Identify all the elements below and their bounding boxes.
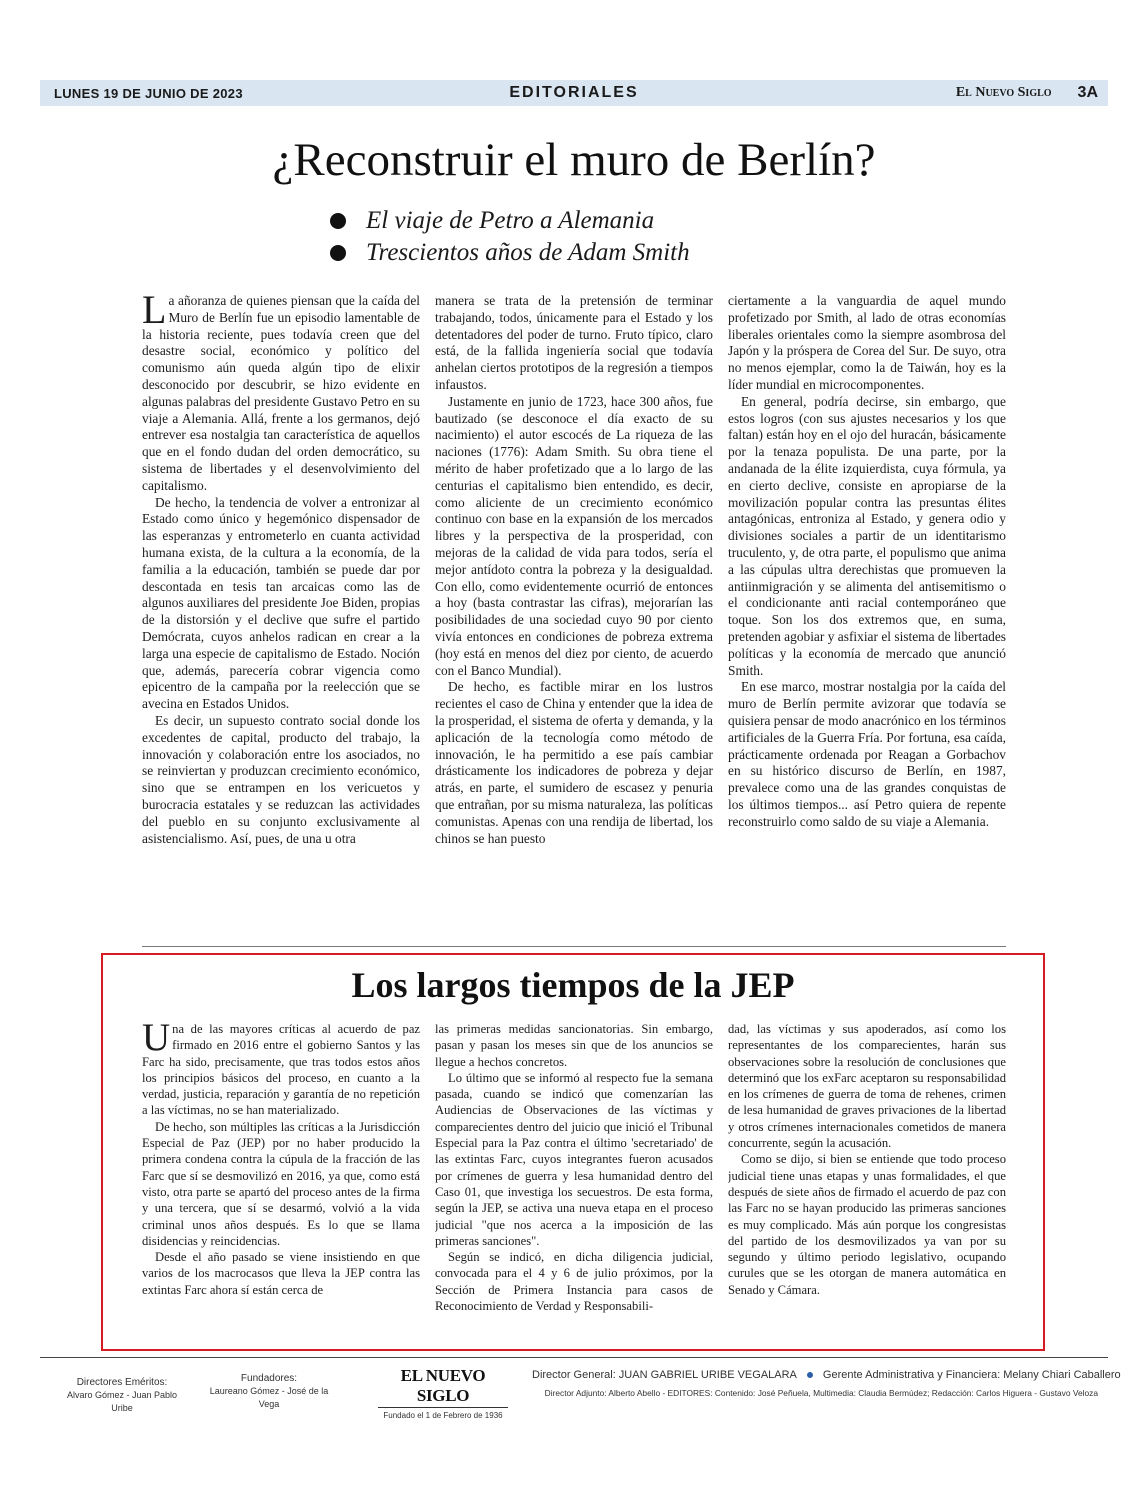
paragraph: las primeras medidas sancionatorias. Sin embargo, pasan y pasan los meses sin que de los anuncios se llegue a hechos concretos. [435,1022,713,1069]
newspaper-logo: EL NUEVO SIGLO [378,1366,508,1408]
manager: Gerente Administrativa y Financiera: Melany Chiari Caballero [822,1369,1121,1381]
paragraph: La añoranza de quienes piensan que la caída del Muro de Berlín fue un episodio lamentable de la historia reciente, pues todavía creen que del desastre social, económico y político del comunismo aún queda algún tipo de elixir desconocido por descubrir, se hizo evidente en algunas palabras del presidente Gustavo Petro en su viaje a Alemania. Allá, frente a los germanos, dejó entrever esa nostalgia tan característica de aquellos que en el fondo dudan del orden democrático, su sistema de libertades y el desenvolvimiento del capitalismo. [142,293,420,493]
paragraph: En general, podría decirse, sin embargo, que estos logros (con sus ajustes necesarios y los que faltan) están hoy en el ojo del huracán, básicamente por la tenaza populista. De una parte, por la andanada de la élite izquierdista, cuya fórmula, ya en cierto declive, consiste en apropiarse de la movilización popular contra las presuntas élites antagónicas, entroniza al Estado, y genera odio y divisiones sociales a partir de un identitarismo truculento, y, de otra parte, el populismo que anima a las cúpulas ultra derechistas que promueven la antiinmigración y se alimenta del antisemitismo o el condicionante anti racial contemporáneo que toque. Son los dos extremos que, en suma, pretenden agobiar y asfixiar el sistema de libertades políticas y la economía de mercado que anunció Smith. [728,393,1006,678]
dropcap: L [142,293,167,332]
founded-date: Fundado el 1 de Febrero de 1936 [383,1411,503,1420]
editorial-1-title: ¿Reconstruir el muro de Berlín? [272,134,876,186]
bullet-icon [330,245,346,261]
paragraph: Como se dijo, si bien se entiende que todo proceso judicial tiene unas etapas y unas formalidades, el que después de siete años de firmado el acuerdo de paz con las Farc no se hayan producido las primeras sanciones es muy complicado. Más aún porque los congresistas del partido de los desmovilizados ya van por su segundo y último periodo legislativo, ocupando curules que se les otorgan de manera automática en Senado y Cámara. [728,1152,1006,1297]
subhead-text: Trescientos años de Adam Smith [366,239,690,266]
paragraph: Una de las mayores críticas al acuerdo de paz firmado en 2016 entre el gobierno Santos y las Farc ha sido, precisamente, que tras todos estos años los principios básicos del proceso, en cuanto a la verdad, justicia, reparación y garantía de no repetición a las víctimas, no se han materializado. [142,1021,420,1118]
issue-date: LUNES 19 DE JUNIO DE 2023 [54,85,243,101]
subhead-item [330,237,930,269]
editorial-1-subheads [330,205,930,269]
section-title: EDITORIALES [509,84,639,101]
footer-logo [378,1366,508,1420]
founders: Fundadores: Laureano Gómez - José de la Vega [209,1373,329,1409]
paragraph: En ese marco, mostrar nostalgia por la caída del muro de Berlín permite avizorar que todavía se quisiera pensar de modo anacrónico en los términos artificiales de la Guerra Fría. Por fortuna, esa caída, prácticamente ordenada por Reagan a Gorbachov en su histórico discurso de Berlín, en 1987, prevalece como una de las grandes conquistas de los últimos tiempos... así Petro quiera de repente reconstruirlo como saldo de su viaje a Alemania. [728,679,1006,829]
subhead-text: El viaje de Petro a Alemania [366,207,655,234]
section-divider [142,946,1006,947]
column-1 [142,1021,420,1326]
header-right [956,84,1098,102]
masthead-footer [40,1364,1121,1420]
header-band [40,80,1108,106]
separator-dot-icon [807,1372,813,1378]
newspaper-brand: El Nuevo Siglo [955,85,1052,100]
staff-credits [532,1368,1121,1400]
paragraph: Desde el año pasado se viene insistiendo en que varios de los macrocasos que lleva la JEP contra las extintas Farc ahora sí están cerca de [142,1250,420,1297]
emeritus-directors: Directores Eméritos: Alvaro Gómez - Juan Pablo Uribe [66,1377,178,1413]
paragraph: Justamente en junio de 1723, hace 300 años, fue bautizado (se desconoce el día exacto de su nacimiento) el autor escocés de La riqueza de las naciones (1776): Adam Smith. Su obra tiene el mérito de haber profetizado que a lo largo de las centurias el capitalismo bien entendido, es decir, como aliciente de un crecimiento económico continuo con base en la expansión de los mercados libres y la perspectiva de la prosperidad, con mejoras de la calidad de vida para todos, sería el mejor antídoto contra la pobreza y la desigualdad. Con ello, como evidentemente ocurrió de entonces a hoy (basta contrastar las cifras), mejorarían las posibilidades de una sociedad cuyo 90 por ciento vivía entonces en condiciones de pobreza extrema (hoy está en menos del diez por ciento, de acuerdo con el Banco Mundial). [435,393,713,678]
column-3 [728,293,1006,923]
paragraph: Es decir, un supuesto contrato social donde los excedentes de capital, producto del trabajo, la innovación y colaboración entre los asociados, no se reinviertan y produzcan crecimiento económico, sino que se entrampen en los vericuetos y burocracia estatales y se reduzcan las actividades del pueblo en su conjunto exclusivamente al asistencialismo. Así, pues, de una u otra [142,712,420,846]
subhead-item [330,205,930,237]
paragraph: De hecho, es factible mirar en los lustros recientes el caso de China y entender que la idea de la prosperidad, el sistema de oferta y demanda, y la aplicación de la tecnología como método de innovación, le ha permitido a ese país cambiar drásticamente los indicadores de pobreza y dejar atrás, en parte, el sumidero de escasez y penuria que entrañan, por su misma naturaleza, las políticas comunistas. Apenas con una rendija de libertad, los chinos se han puesto [435,679,713,846]
column-2 [435,293,713,923]
column-3 [728,1021,1006,1326]
footer-divider [40,1357,1108,1358]
bullet-icon [330,213,346,229]
dropcap: U [142,1021,171,1059]
page-number: 3A [1077,84,1098,101]
director-general: Director General: JUAN GABRIEL URIBE VEGALARA [532,1369,797,1381]
paragraph: De hecho, la tendencia de volver a entronizar al Estado como único y hegemónico dispensador de las esperanzas y entrometerlo en cuanta actividad humana exista, de la cultura a la economía, de la familia a la educación, también se puede dar por descontada en tesis tan arcaicas como las de algunos auxiliares del presidente Joe Biden, propias de la distorsión y el declive que sufre el partido Demócrata, cuyos anhelos radican en crear a la larga una especie de capitalismo de Estado. Noción que, además, parecería cobrar vigencia como epicentro de la campaña por la reelección que se avecina en Estados Unidos. [142,494,420,712]
paragraph: Lo último que se informó al respecto fue la semana pasada, cuando se indicó que comenzarían las Audiencias de Observaciones de las víctimas y comparecientes dentro del juicio que inició el Tribunal Especial para la Paz contra el último 'secretariado' de las extintas Farc, cuyos integrantes fueron acusados por crímenes de guerra y lesa humanidad dentro del Caso 01, que investiga los secuestros. De esta forma, según la JEP, se activa una nueva etapa en el proceso judicial "que nos acerca a la imposición de las primeras sanciones". [435,1070,713,1248]
column-2 [435,1021,713,1326]
editors: Director Adjunto: Alberto Abello - EDITORES: Contenido: José Peñuela, Multimedia: Claudia Bermúdez; Redacción: Carlos Higuera - Gustavo Veloza [544,1388,1098,1398]
editorial-2-body [142,1021,1006,1326]
paragraph: dad, las víctimas y sus apoderados, así como los representantes de los comparecientes, harán sus observaciones sobre la resolución de conclusiones que determinó que los exFarc aceptaron su responsabilidad en los crímenes de guerra de toma de rehenes, crimen de lesa humanidad de graves privaciones de la libertad y otros crímenes internacionales cometidos de manera concurrente, según la acusación. [728,1022,1006,1151]
editorial-2-title: Los largos tiempos de la JEP [351,965,795,1005]
paragraph: Según se indicó, en dicha diligencia judicial, convocada para el 4 y 6 de julio próximos, por la Sección de Primera Instancia para casos de Reconocimiento de Verdad y Responsabili- [435,1250,713,1314]
editorial-1-body [142,293,1006,923]
paragraph: ciertamente a la vanguardia de aquel mundo profetizado por Smith, al lado de otras economías liberales orientales como la siempre asombrosa del Japón y la próspera de Corea del Sur. De suyo, otra no menos ejemplar, como la de Taiwán, hoy es la líder mundial en microcomponentes. [728,293,1006,392]
paragraph: De hecho, son múltiples las críticas a la Jurisdicción Especial de Paz (JEP) por no haber producido la primera condena contra la cúpula de la fracción de las Farc que sí se desmovilizó en 2016, ya que, como está visto, otra parte se apartó del proceso antes de la firma y una tercera, que sí se desarmó, volvió a la vida criminal unos años después. Es lo que se llama disidencias y reincidencias. [142,1119,420,1248]
column-1 [142,293,420,923]
paragraph: manera se trata de la pretensión de terminar trabajando, todos, únicamente para el Estado y los detentadores del poder de turno. Fruto típico, claro está, de la fallida ingeniería social que todavía anhelan ciertos prototipos de la regresión a tiempos infaustos. [435,293,713,392]
